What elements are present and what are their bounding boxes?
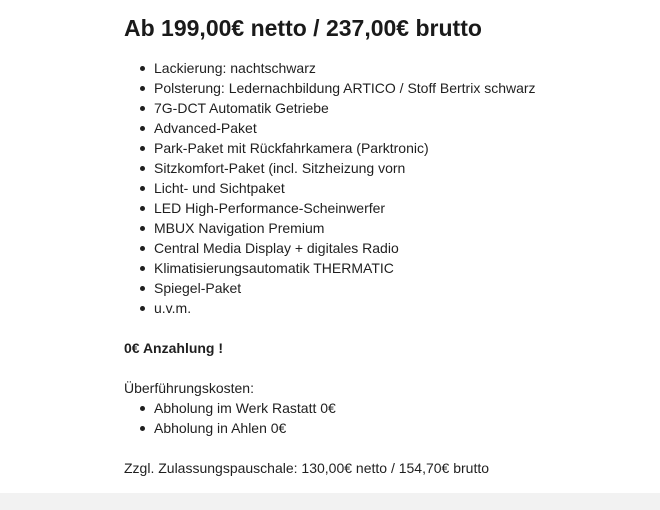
feature-item: MBUX Navigation Premium (124, 218, 536, 238)
feature-item: Central Media Display + digitales Radio (124, 238, 536, 258)
feature-item: Park-Paket mit Rückfahrkamera (Parktronic) (124, 138, 536, 158)
registration-fee: Zzgl. Zulassungspauschale: 130,00€ netto / 154,70€ brutto (124, 460, 490, 476)
feature-item: Klimatisierungsautomatik THERMATIC (124, 258, 536, 278)
transfer-costs-heading: Überführungskosten: (124, 380, 254, 396)
feature-item: u.v.m. (124, 298, 536, 318)
footer-band (0, 493, 660, 510)
transfer-cost-item: Abholung im Werk Rastatt 0€ (124, 398, 336, 418)
downpayment-note: 0€ Anzahlung ! (124, 340, 224, 356)
feature-item: Advanced-Paket (124, 118, 536, 138)
price-title: Ab 199,00€ netto / 237,00€ brutto (124, 15, 482, 41)
feature-item: LED High-Performance-Scheinwerfer (124, 198, 536, 218)
feature-item: Polsterung: Ledernachbildung ARTICO / Stoff Bertrix schwarz (124, 78, 536, 98)
transfer-cost-item: Abholung in Ahlen 0€ (124, 418, 336, 438)
feature-item: Lackierung: nachtschwarz (124, 58, 536, 78)
feature-item: 7G-DCT Automatik Getriebe (124, 98, 536, 118)
feature-item: Licht- und Sichtpaket (124, 178, 536, 198)
transfer-costs-list (124, 398, 336, 438)
feature-list (124, 58, 536, 318)
feature-item: Spiegel-Paket (124, 278, 536, 298)
feature-item: Sitzkomfort-Paket (incl. Sitzheizung vorn (124, 158, 536, 178)
